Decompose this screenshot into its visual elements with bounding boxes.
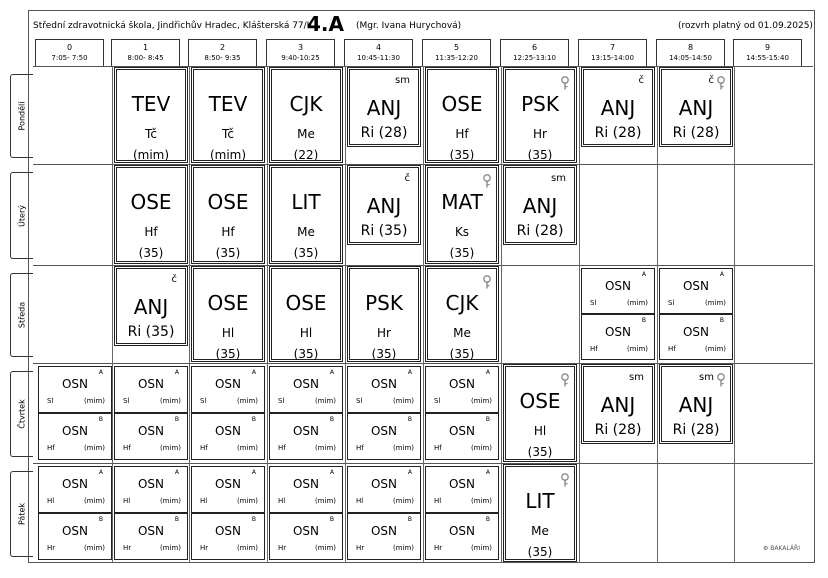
period-header <box>578 39 647 66</box>
lesson-teacher: Hf <box>278 444 286 452</box>
lesson-teacher: Hr <box>200 544 209 552</box>
lesson-subject: OSN <box>292 477 320 491</box>
group-lesson-card[interactable] <box>581 314 655 360</box>
group-label: B <box>98 416 103 423</box>
lesson-teacher-room: Ri (35) <box>127 324 175 340</box>
lesson-teacher: Hf <box>200 444 208 452</box>
lesson-teacher: Sl <box>668 299 675 307</box>
logo-text: BAKALÁŘI <box>770 545 800 552</box>
lesson-subject: OSN <box>370 524 398 538</box>
lesson-teacher-room: Ri (28) <box>672 125 720 141</box>
lesson-subject: PSK <box>365 291 403 315</box>
lesson-teacher: Hr <box>356 544 365 552</box>
group-lesson-card[interactable] <box>425 513 499 560</box>
lesson-subject: OSE <box>207 291 249 315</box>
lesson-teacher: Hf <box>123 444 131 452</box>
validity-date: (rozvrh platný od 01.09.2025) <box>678 21 813 31</box>
lesson-room: (mim) <box>392 444 414 452</box>
period-header <box>344 39 413 66</box>
group-lesson-card[interactable] <box>191 413 265 460</box>
lesson-teacher: Me <box>297 127 315 141</box>
period-header <box>111 39 180 66</box>
lesson-subject: ANJ <box>678 96 714 120</box>
lesson-teacher: Hf <box>356 444 364 452</box>
class-title: 4.A <box>307 12 344 36</box>
lesson-room: (mim) <box>704 299 726 307</box>
lesson-room: (mim) <box>83 497 105 505</box>
lesson-teacher-room: Ri (35) <box>360 223 408 239</box>
lesson-note: sm <box>629 372 644 383</box>
lesson-card[interactable] <box>349 69 419 145</box>
lesson-subject: OSN <box>604 279 632 293</box>
lesson-card[interactable] <box>661 366 731 442</box>
key-icon <box>715 372 727 386</box>
period-header <box>500 39 569 66</box>
lesson-room: (mim) <box>392 544 414 552</box>
lesson-teacher: Sl <box>590 299 597 307</box>
group-lesson-card[interactable] <box>269 513 343 560</box>
lesson-room: (35) <box>138 246 164 260</box>
period-number: 4 <box>375 43 382 52</box>
lesson-teacher: Me <box>453 326 471 340</box>
lesson-card[interactable] <box>427 167 497 262</box>
group-label: A <box>485 469 490 476</box>
lesson-room: (mim) <box>159 497 181 505</box>
lesson-subject: OSN <box>448 524 476 538</box>
group-label: A <box>251 369 256 376</box>
group-label: A <box>407 369 412 376</box>
lesson-card[interactable] <box>505 69 575 161</box>
group-lesson-card[interactable] <box>191 366 265 413</box>
lesson-subject: OSN <box>61 524 89 538</box>
lesson-card[interactable] <box>505 167 575 243</box>
lesson-subject: ANJ <box>366 96 402 120</box>
lesson-teacher: Hf <box>590 345 598 353</box>
lesson-teacher: Me <box>297 225 315 239</box>
day-label <box>10 471 33 557</box>
lesson-room: (mim) <box>83 544 105 552</box>
period-number: 0 <box>66 43 73 52</box>
lesson-card[interactable] <box>505 466 575 560</box>
class-teacher: (Mgr. Ivana Hurychová) <box>356 21 462 31</box>
period-time: 14:55-15:40 <box>746 54 789 62</box>
lesson-teacher: Me <box>531 524 549 538</box>
lesson-card[interactable] <box>193 268 263 360</box>
group-lesson-card[interactable] <box>347 366 421 413</box>
group-label: B <box>329 516 334 523</box>
lesson-card[interactable] <box>271 268 341 360</box>
group-lesson-card[interactable] <box>659 268 733 314</box>
lesson-subject: OSN <box>682 279 710 293</box>
group-label: B <box>251 416 256 423</box>
lesson-teacher: Hf <box>668 345 676 353</box>
lesson-room: (mim) <box>159 397 181 405</box>
column-divider <box>345 66 346 563</box>
lesson-room: (mim) <box>236 397 258 405</box>
period-number: 5 <box>453 43 460 52</box>
group-label: A <box>641 271 646 278</box>
lesson-room: (35) <box>215 246 241 260</box>
lesson-subject: LIT <box>291 190 321 214</box>
period-number: 3 <box>297 43 304 52</box>
lesson-room: (35) <box>527 545 553 559</box>
group-label: A <box>98 469 103 476</box>
group-label: B <box>641 317 646 324</box>
lesson-room: (mim) <box>314 497 336 505</box>
period-time: 7:05- 7:50 <box>51 54 88 62</box>
lesson-subject: OSN <box>137 477 165 491</box>
group-lesson-card[interactable] <box>114 413 188 460</box>
lesson-subject: OSN <box>137 424 165 438</box>
lesson-note: č <box>404 173 410 184</box>
group-label: B <box>98 516 103 523</box>
lesson-teacher: Sl <box>47 397 54 405</box>
lesson-teacher: Hl <box>299 326 313 340</box>
lesson-teacher: Hl <box>221 326 235 340</box>
group-lesson-card[interactable] <box>114 466 188 513</box>
lesson-card[interactable] <box>116 268 186 344</box>
day-name: Čtvrtek <box>17 399 27 429</box>
lesson-subject: OSN <box>448 477 476 491</box>
lesson-teacher: Hr <box>533 127 547 141</box>
day-label <box>10 172 33 259</box>
lesson-card[interactable] <box>349 268 419 360</box>
group-label: B <box>485 516 490 523</box>
group-lesson-card[interactable] <box>38 513 112 560</box>
lesson-room: (22) <box>293 148 319 162</box>
lesson-subject: OSN <box>214 424 242 438</box>
lesson-subject: OSN <box>214 377 242 391</box>
lesson-room: (mim) <box>314 444 336 452</box>
period-number: 1 <box>142 43 149 52</box>
lesson-card[interactable] <box>661 69 731 145</box>
lesson-teacher-room: Ri (28) <box>516 223 564 239</box>
lesson-card[interactable] <box>116 167 186 262</box>
lesson-room: (35) <box>293 246 319 260</box>
column-divider <box>657 66 658 563</box>
day-name: Pondělí <box>17 101 27 131</box>
group-lesson-card[interactable] <box>191 466 265 513</box>
group-lesson-card[interactable] <box>425 466 499 513</box>
group-label: B <box>251 516 256 523</box>
day-label <box>10 273 33 357</box>
period-number: 7 <box>609 43 616 52</box>
group-label: A <box>407 469 412 476</box>
lesson-subject: CJK <box>445 291 479 315</box>
lesson-teacher: Sl <box>278 397 285 405</box>
lesson-note: č <box>708 75 714 86</box>
lesson-subject: OSE <box>207 190 249 214</box>
group-lesson-card[interactable] <box>425 413 499 460</box>
lesson-subject: OSN <box>137 524 165 538</box>
lesson-card[interactable] <box>193 69 263 161</box>
lesson-room: (mim) <box>392 397 414 405</box>
group-label: A <box>329 369 334 376</box>
group-lesson-card[interactable] <box>114 366 188 413</box>
lesson-teacher: Sl <box>200 397 207 405</box>
group-lesson-card[interactable] <box>269 366 343 413</box>
group-lesson-card[interactable] <box>38 466 112 513</box>
group-label: B <box>174 416 179 423</box>
group-lesson-card[interactable] <box>38 366 112 413</box>
lesson-room: (mim) <box>470 544 492 552</box>
key-icon <box>559 372 571 386</box>
group-lesson-card[interactable] <box>191 513 265 560</box>
lesson-teacher: Hf <box>221 225 235 239</box>
lesson-teacher: Hl <box>356 497 364 505</box>
lesson-room: (35) <box>527 148 553 162</box>
lesson-subject: OSN <box>292 377 320 391</box>
lesson-card[interactable] <box>505 366 575 460</box>
period-time: 10:45-11:30 <box>357 54 400 62</box>
lesson-teacher-room: Ri (28) <box>594 422 642 438</box>
lesson-note: č <box>171 274 177 285</box>
period-time: 14:05-14:50 <box>669 54 712 62</box>
period-time: 9:40-10:25 <box>281 54 320 62</box>
group-label: A <box>329 469 334 476</box>
lesson-subject: OSN <box>370 377 398 391</box>
period-header <box>188 39 257 66</box>
group-label: A <box>174 469 179 476</box>
lesson-subject: OSN <box>448 424 476 438</box>
key-icon <box>559 75 571 89</box>
lesson-room: (mim) <box>392 497 414 505</box>
lesson-subject: OSN <box>448 377 476 391</box>
lesson-subject: CJK <box>289 92 323 116</box>
lesson-teacher: Hl <box>533 424 547 438</box>
lesson-card[interactable] <box>116 69 186 161</box>
lesson-room: (35) <box>215 347 241 361</box>
lesson-teacher: Hr <box>434 544 443 552</box>
column-divider <box>267 66 268 563</box>
day-name: Pátek <box>17 502 27 526</box>
lesson-card[interactable] <box>583 366 653 442</box>
lesson-note: sm <box>699 372 714 383</box>
lesson-room: (mim) <box>236 444 258 452</box>
column-divider <box>734 66 735 563</box>
period-time: 8:50- 9:35 <box>204 54 241 62</box>
lesson-room: (mim) <box>470 497 492 505</box>
lesson-card[interactable] <box>271 167 341 262</box>
period-number: 9 <box>764 43 771 52</box>
lesson-note: sm <box>395 75 410 86</box>
group-lesson-card[interactable] <box>38 413 112 460</box>
lesson-subject: MAT <box>441 190 483 214</box>
lesson-subject: OSN <box>61 424 89 438</box>
lesson-card[interactable] <box>427 268 497 360</box>
lesson-teacher: Hr <box>278 544 287 552</box>
lesson-subject: OSN <box>61 477 89 491</box>
lesson-teacher: Tč <box>222 127 234 141</box>
group-label: B <box>719 317 724 324</box>
group-lesson-card[interactable] <box>347 466 421 513</box>
lesson-teacher: Hf <box>434 444 442 452</box>
group-label: B <box>407 516 412 523</box>
lesson-subject: OSN <box>292 524 320 538</box>
lesson-note: č <box>638 75 644 86</box>
lesson-teacher: Hl <box>434 497 442 505</box>
group-label: B <box>407 416 412 423</box>
lesson-subject: ANJ <box>600 96 636 120</box>
lesson-subject: LIT <box>525 489 555 513</box>
lesson-room: (mim) <box>209 148 247 162</box>
lesson-room: (mim) <box>314 544 336 552</box>
lesson-teacher: Hl <box>123 497 131 505</box>
lesson-card[interactable] <box>583 69 653 145</box>
group-lesson-card[interactable] <box>659 314 733 360</box>
lesson-teacher: Ks <box>454 225 470 239</box>
lesson-room: (mim) <box>83 444 105 452</box>
lesson-subject: PSK <box>521 92 559 116</box>
lesson-subject: ANJ <box>366 194 402 218</box>
key-icon <box>481 274 493 288</box>
period-number: 2 <box>219 43 226 52</box>
period-time: 8:00- 8:45 <box>127 54 164 62</box>
column-divider <box>423 66 424 563</box>
lesson-room: (mim) <box>704 345 726 353</box>
lesson-room: (mim) <box>159 444 181 452</box>
group-lesson-card[interactable] <box>269 466 343 513</box>
lesson-teacher-room: Ri (28) <box>360 125 408 141</box>
lesson-room: (35) <box>527 445 553 459</box>
lesson-room: (35) <box>449 148 475 162</box>
lesson-subject: OSN <box>370 424 398 438</box>
lesson-room: (mim) <box>626 345 648 353</box>
group-label: A <box>719 271 724 278</box>
lesson-teacher: Hr <box>123 544 132 552</box>
column-divider <box>501 66 502 563</box>
lesson-subject: OSN <box>604 325 632 339</box>
group-lesson-card[interactable] <box>114 513 188 560</box>
period-time: 12:25-13:10 <box>513 54 556 62</box>
lesson-subject: OSN <box>214 524 242 538</box>
lesson-subject: OSE <box>130 190 172 214</box>
lesson-card[interactable] <box>193 167 263 262</box>
lesson-teacher: Sl <box>434 397 441 405</box>
period-number: 8 <box>687 43 694 52</box>
lesson-teacher: Hf <box>144 225 158 239</box>
lesson-teacher-room: Ri (28) <box>594 125 642 141</box>
group-label: A <box>98 369 103 376</box>
key-icon <box>481 173 493 187</box>
lesson-teacher: Sl <box>356 397 363 405</box>
lesson-room: (mim) <box>626 299 648 307</box>
day-label <box>10 74 33 158</box>
group-label: A <box>485 369 490 376</box>
column-divider <box>579 66 580 563</box>
lesson-room: (mim) <box>236 544 258 552</box>
group-lesson-card[interactable] <box>347 513 421 560</box>
group-label: B <box>174 516 179 523</box>
period-header <box>266 39 335 66</box>
lesson-subject: OSN <box>137 377 165 391</box>
period-header <box>733 39 802 66</box>
period-header <box>422 39 491 66</box>
period-header <box>35 39 104 66</box>
lesson-subject: ANJ <box>133 295 169 319</box>
lesson-subject: TEV <box>131 92 171 116</box>
column-divider <box>112 66 113 563</box>
lesson-room: (mim) <box>236 497 258 505</box>
key-icon <box>559 472 571 486</box>
lesson-subject: ANJ <box>522 194 558 218</box>
lesson-room: (35) <box>449 347 475 361</box>
lesson-subject: ANJ <box>678 393 714 417</box>
group-lesson-card[interactable] <box>269 413 343 460</box>
group-lesson-card[interactable] <box>347 413 421 460</box>
lesson-room: (mim) <box>470 444 492 452</box>
lesson-note: sm <box>551 173 566 184</box>
group-lesson-card[interactable] <box>425 366 499 413</box>
lesson-room: (mim) <box>159 544 181 552</box>
lesson-subject: ANJ <box>600 393 636 417</box>
column-divider <box>189 66 190 563</box>
lesson-teacher: Hl <box>47 497 55 505</box>
lesson-teacher: Hf <box>47 444 55 452</box>
group-label: B <box>329 416 334 423</box>
lesson-card[interactable] <box>349 167 419 243</box>
day-name: Úterý <box>17 204 27 227</box>
lesson-card[interactable] <box>271 69 341 161</box>
lesson-teacher: Tč <box>145 127 157 141</box>
group-lesson-card[interactable] <box>581 268 655 314</box>
lesson-subject: OSN <box>61 377 89 391</box>
lesson-room: (mim) <box>132 148 170 162</box>
lesson-room: (35) <box>293 347 319 361</box>
lesson-teacher-room: Ri (28) <box>672 422 720 438</box>
lesson-subject: OSN <box>292 424 320 438</box>
day-name: Středa <box>17 301 27 329</box>
lesson-teacher: Sl <box>123 397 130 405</box>
lesson-room: (mim) <box>470 397 492 405</box>
lesson-card[interactable] <box>427 69 497 161</box>
period-header <box>656 39 725 66</box>
key-icon <box>715 75 727 89</box>
bakalari-logo: ⚙ BAKALÁŘI <box>763 545 800 552</box>
lesson-subject: OSE <box>441 92 483 116</box>
lesson-room: (mim) <box>314 397 336 405</box>
lesson-teacher: Hf <box>455 127 469 141</box>
lesson-teacher: Hr <box>47 544 56 552</box>
period-time: 11:35-12:20 <box>435 54 478 62</box>
group-label: A <box>251 469 256 476</box>
group-label: B <box>485 416 490 423</box>
day-label <box>10 371 33 457</box>
lesson-subject: TEV <box>208 92 248 116</box>
lesson-teacher: Hl <box>200 497 208 505</box>
lesson-room: (35) <box>449 246 475 260</box>
period-time: 13:15-14:00 <box>591 54 634 62</box>
group-label: A <box>174 369 179 376</box>
lesson-subject: OSE <box>285 291 327 315</box>
lesson-subject: OSN <box>682 325 710 339</box>
lesson-room: (mim) <box>83 397 105 405</box>
school-name: Střední zdravotnická škola, Jindřichův Hradec, Klášterská 77/II <box>33 21 312 31</box>
lesson-subject: OSE <box>519 389 561 413</box>
lesson-teacher: Hr <box>377 326 391 340</box>
lesson-subject: OSN <box>370 477 398 491</box>
lesson-subject: OSN <box>214 477 242 491</box>
period-number: 6 <box>531 43 538 52</box>
lesson-room: (35) <box>371 347 397 361</box>
lesson-teacher: Hl <box>278 497 286 505</box>
